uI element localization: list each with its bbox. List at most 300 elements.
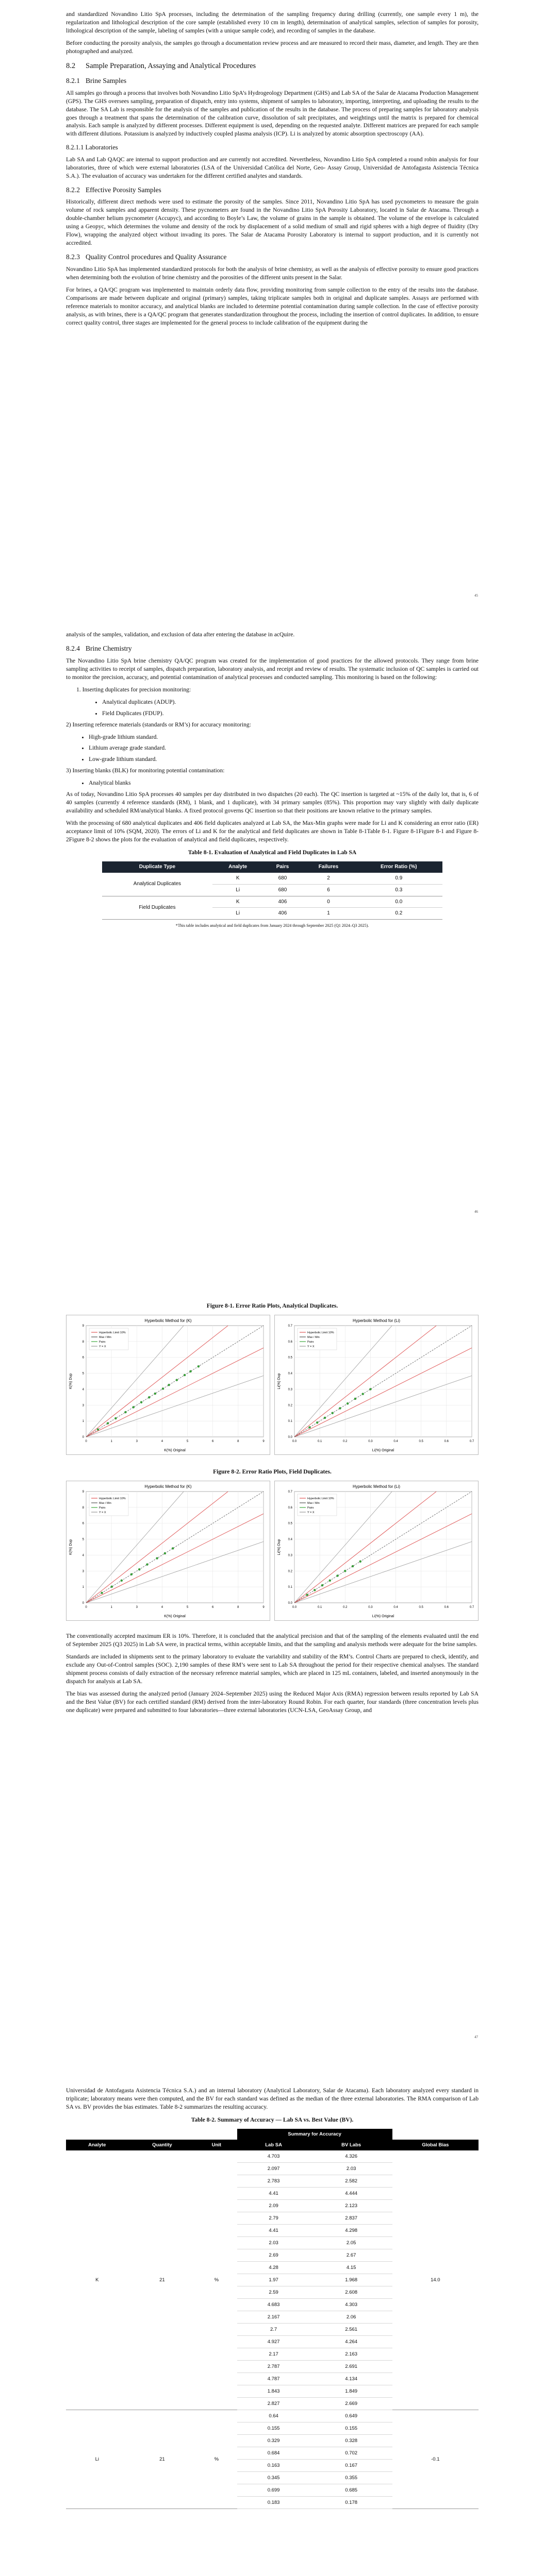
x-axis-label: K(%) Original (164, 1614, 186, 1618)
table-cell: 680 (263, 884, 302, 896)
table-cell: 0.3 (355, 884, 442, 896)
section-number: 8.2 (66, 61, 76, 70)
page-number: 46 (474, 1210, 478, 1214)
x-tick-label: 0.4 (393, 1439, 398, 1443)
page-content (66, 2087, 479, 2509)
bv-labs-cell: 4.298 (310, 2225, 392, 2237)
list-item: • Lithium average grade standard. (89, 744, 479, 752)
legend-label: Pairs (99, 1340, 106, 1344)
y-tick-label: 0.2 (288, 1570, 292, 1573)
x-tick-label: 5 (186, 1439, 189, 1443)
data-point (168, 1384, 170, 1386)
bv-labs-cell: 4.134 (310, 2373, 392, 2385)
x-tick-label: 1 (110, 1605, 112, 1609)
x-tick-label: 9 (262, 1439, 265, 1443)
bv-labs-cell: 2.608 (310, 2286, 392, 2299)
data-point (184, 1374, 186, 1376)
unit-cell: % (196, 2410, 237, 2509)
y-tick-label: 0.7 (288, 1324, 292, 1328)
section-number: 8.2.4 (66, 644, 80, 652)
data-point (362, 1393, 364, 1395)
table-header-row (66, 2140, 479, 2150)
lab-sa-cell: 2.787 (237, 2361, 310, 2373)
paragraph: For brines, a QA/QC program was implemented to maintain orderly data flow, providing monitoring from sample collection to the entry of the results into the database. Comparisons are made between duplicate and original (primary) samples, taking triplicate samples both in original and duplicate samples. Assays are performed with reference materials to monitor accuracy, and analytical blanks are included to determine potential contamination during sample collection. In the case of effective porosity analysis, as with brines, there is a QA/QC program that generates standardization throughout the process, including the insertion of control duplicates. In addition, to ensure correct quality control, three stages are implemented for the general process to include calibration of the equipment during the (66, 286, 479, 326)
bullet-list (66, 733, 479, 764)
bv-labs-cell: 2.05 (310, 2237, 392, 2249)
x-tick-label: 5 (186, 1605, 189, 1609)
data-point (111, 1586, 113, 1588)
figure-caption: Figure 8-1. Error Ratio Plots, Analytical Duplicates. (206, 1303, 338, 1309)
y-tick-label: 3 (82, 1404, 84, 1408)
accuracy-table (66, 2129, 479, 2509)
y-axis-label: K(%) Dup (69, 1539, 73, 1555)
lab-sa-cell: 4.41 (237, 2225, 310, 2237)
data-point (354, 1398, 356, 1400)
y-tick-label: 0.0 (288, 1435, 292, 1439)
y-tick-label: 0.7 (288, 1490, 292, 1494)
figure-caption: Figure 8-2. Error Ratio Plots, Field Duplicates. (213, 1468, 332, 1475)
page-content (66, 10, 479, 331)
bv-labs-cell: 2.582 (310, 2175, 392, 2188)
column-header: Analyte (212, 861, 263, 873)
x-tick-label: 0 (85, 1439, 87, 1443)
data-point (138, 1568, 140, 1570)
legend-label: Hyperbolic Limit 10% (307, 1331, 334, 1334)
column-header: Unit (196, 2140, 237, 2150)
lab-sa-cell: 0.329 (237, 2435, 310, 2447)
bv-labs-cell: 4.264 (310, 2336, 392, 2348)
lab-sa-cell: 2.7 (237, 2324, 310, 2336)
lab-sa-cell: 2.783 (237, 2175, 310, 2188)
section-title: Brine Chemistry (86, 644, 132, 652)
y-axis-label: Li(%) Dup (277, 1539, 281, 1555)
paragraph: Before conducting the porosity analysis, the samples go through a documentation review process and are measured to record their mass, diameter, and length. They are then photographed and analyzed. (66, 39, 479, 55)
bv-labs-cell: 2.163 (310, 2348, 392, 2361)
table-super-header (66, 2129, 479, 2140)
page-47 (0, 1236, 544, 2061)
x-axis-label: Li(%) Original (372, 1448, 394, 1452)
section-number: 8.2.1 (66, 76, 80, 84)
error-ratio-chart-field-li (274, 1481, 479, 1621)
data-point (140, 1401, 142, 1403)
section-heading (66, 252, 479, 262)
y-tick-label: 0.1 (288, 1585, 292, 1589)
y-tick-label: 0.6 (288, 1340, 292, 1344)
page-content (66, 631, 479, 928)
bv-labs-cell: 4.326 (310, 2150, 392, 2163)
legend (89, 1328, 128, 1350)
data-point (133, 1406, 135, 1408)
table-cell: 406 (263, 896, 302, 908)
quantity-cell: 21 (128, 2410, 196, 2509)
paragraph: Historically, different direct methods were used to estimate the porosity of the samples. Since 2011, Novandino Litio SpA has used pycnometers to measure the grain volume of rock samples and apparent density. These pycnometers are found in the Novandino Litio SpA Porosity Laboratory, located in Salar de Atacama. Through a double-chamber helium pycnometer (Accupyc), and according to Boyle’s Law, the volume of grains in the sample is obtained. The volume of the envelope is calculated using a Geopyc, which determines the volume and density of the rock by displacement of a solid medium of small and rigid spheres with a high degree of fluidity (Dry Flow), wrapping the analyzed object without invading its pores. The Salar de Atacama Porosity Laboratory is internal to support production, and it is currently not accredited. (66, 198, 479, 247)
table-cell: 0.0 (355, 896, 442, 908)
y-tick-label: 8 (82, 1506, 84, 1510)
table-cell: 0 (302, 896, 355, 908)
bv-labs-cell: 4.303 (310, 2299, 392, 2311)
y-tick-label: 9 (82, 1324, 84, 1328)
error-ratio-chart-field-k (66, 1481, 270, 1621)
table-row (66, 2410, 479, 2422)
bv-labs-cell: 0.355 (310, 2472, 392, 2484)
data-point (352, 1565, 354, 1567)
column-header: Analyte (66, 2140, 128, 2150)
paragraph: The bias was assessed during the analyzed period (January 2024–September 2025) using the Reduced Major Axis (RMA) regression between results reported by Lab SA and the Best Value (BV) for each certified standard (RM) derived from the inter-laboratory Round Robin. For each quarter, four standards (three concentration levels plus one duplicate) were prepared and submitted to four laboratories—three external laboratories (UCN-LSA, GeoAssay Group, and (66, 1690, 479, 1714)
x-tick-label: 9 (262, 1605, 265, 1609)
quantity-cell: 21 (128, 2150, 196, 2410)
data-point (190, 1370, 192, 1372)
page-number: 47 (474, 2035, 478, 2039)
bv-labs-cell: 0.178 (310, 2497, 392, 2509)
legend-label: Hyperbolic Limit 10% (99, 1331, 126, 1334)
table-caption: Table 8-2. Summary of Accuracy — Lab SA vs. Best Value (BV). (191, 2116, 354, 2123)
section-title: Effective Porosity Samples (86, 185, 161, 194)
column-group-header: Summary for Accuracy (237, 2129, 392, 2140)
lab-sa-cell: 2.097 (237, 2163, 310, 2175)
table-row (66, 2150, 479, 2163)
paragraph: The Novandino Litio SpA brine chemistry QA/QC program was created for the implementation of good practices for the allowed protocols. They range from brine sampling activities to receipt of samples, dispatch preparation, laboratory analysis, and receipt and review of results. The systematic inclusion of QC samples is carried out to monitor the precision, accuracy, and potential contamination of analytical processes and conducted sampling. This monitoring is based on the following: (66, 657, 479, 681)
analyte-cell: Li (66, 2410, 128, 2509)
legend-label: Pairs (99, 1506, 106, 1510)
x-tick-label: 0.0 (292, 1605, 297, 1609)
lab-sa-cell: 0.183 (237, 2497, 310, 2509)
column-header: Lab SA (237, 2140, 310, 2150)
y-tick-label: 9 (82, 1490, 84, 1494)
section-number: 8.2.2 (66, 185, 80, 194)
table-caption: Table 8-1. Evaluation of Analytical and Field Duplicates in Lab SA (188, 850, 357, 856)
data-point (339, 1407, 341, 1409)
column-header: BV Labs (310, 2140, 392, 2150)
analyte-cell: K (66, 2150, 128, 2410)
section-heading (66, 644, 479, 654)
section-title: Quality Control procedures and Quality Assurance (86, 253, 227, 261)
data-point (321, 1584, 323, 1586)
bv-labs-cell: 2.67 (310, 2249, 392, 2262)
list-item: • High-grade lithium standard. (89, 733, 479, 741)
y-tick-label: 8 (82, 1340, 84, 1344)
section-heading (66, 143, 479, 152)
x-axis-label: K(%) Original (164, 1448, 186, 1452)
list-item: • Analytical blanks (89, 779, 479, 787)
list-title: 1. Inserting duplicates for precision monitoring: (76, 686, 191, 693)
data-point (308, 1426, 310, 1428)
data-point (306, 1594, 308, 1596)
bv-labs-cell: 2.06 (310, 2311, 392, 2324)
data-point (369, 1388, 371, 1390)
y-tick-label: 6 (82, 1356, 84, 1360)
x-tick-label: 0.7 (469, 1439, 474, 1443)
column-header: Failures (302, 861, 355, 873)
bv-labs-cell: 0.685 (310, 2484, 392, 2497)
y-tick-label: 1 (82, 1420, 84, 1423)
data-point (164, 1552, 166, 1554)
paragraph: Lab SA and Lab QAQC are internal to support production and are currently not accredited. Nevertheless, Novandino Litio SpA completed a round robin analysis for four laboratories, three of which were external laboratories (LSA of the Universidad Católica del Norte, Geo- Assay Group, Universidad de Antofagasta Asistencia Técnica S.A.). The evaluation of accuracy was undertaken for the different certified analytes and standards. (66, 156, 479, 179)
section-title: Sample Preparation, Assaying and Analytical Procedures (86, 61, 256, 70)
legend-label: Y = X (99, 1345, 106, 1348)
table-cell: Analytical Duplicates (102, 873, 212, 896)
global-bias-cell: 14.0 (392, 2150, 479, 2410)
x-axis-label: Li(%) Original (372, 1614, 394, 1618)
lab-sa-cell: 4.703 (237, 2150, 310, 2163)
column-header: Error Ratio (%) (355, 861, 442, 873)
data-point (107, 1422, 109, 1424)
lab-sa-cell: 2.17 (237, 2348, 310, 2361)
lab-sa-cell: 1.843 (237, 2385, 310, 2398)
paragraph: As of today, Novandino Litio SpA processes 40 samples per day distributed in two dispatches (20 each). The QC insertion is targeted at ~15% of the daily lot, that is, 6 of 40 samples (currently 4 reference standards (RM), 1 blank, and 1 duplicate), with 34 primary samples (85%). This proportion may vary slightly with daily duplicate availability and scheduled RM/analytical blanks. A fixed protocol governs QC insertion so that their positions are known relative to the primary samples. (66, 791, 479, 815)
data-point (359, 1560, 361, 1562)
figure-row (66, 1481, 479, 1621)
paragraph: analysis of the samples, validation, and exclusion of data after entering the database in acQuire. (66, 631, 295, 638)
figure-row (66, 1315, 479, 1455)
y-tick-label: 5 (82, 1538, 84, 1541)
y-tick-label: 0.6 (288, 1506, 292, 1510)
bv-labs-cell: 2.691 (310, 2361, 392, 2373)
column-header: Global Bias (392, 2140, 479, 2150)
page-content (66, 1297, 479, 1719)
table-cell: 6 (302, 884, 355, 896)
x-tick-label: 4 (161, 1605, 163, 1609)
data-point (124, 1411, 126, 1413)
data-point (316, 1421, 318, 1423)
x-tick-label: 0.2 (343, 1605, 348, 1609)
global-bias-cell: -0.1 (392, 2410, 479, 2509)
x-tick-label: 8 (237, 1439, 239, 1443)
table-cell: 0.2 (355, 908, 442, 920)
x-tick-label: 6 (212, 1439, 214, 1443)
table-header-row (102, 861, 442, 873)
y-tick-label: 4 (82, 1388, 84, 1392)
table-cell: Li (212, 908, 263, 920)
x-tick-label: 0.6 (444, 1439, 449, 1443)
chart-title: Hyperbolic Method for (Li) (352, 1484, 401, 1489)
section-title: Brine Samples (86, 76, 127, 84)
page-number: 45 (474, 594, 478, 598)
data-point (162, 1387, 164, 1389)
duplicates-table (102, 861, 442, 920)
table-cell: 1 (302, 908, 355, 920)
bv-labs-cell: 4.15 (310, 2262, 392, 2274)
x-tick-label: 6 (212, 1605, 214, 1609)
legend (89, 1494, 128, 1516)
legend-label: Y = X (99, 1511, 106, 1514)
y-tick-label: 0.5 (288, 1356, 292, 1360)
x-tick-label: 0.5 (419, 1605, 423, 1609)
column-header: Duplicate Type (102, 861, 212, 873)
lab-sa-cell: 2.167 (237, 2311, 310, 2324)
x-tick-label: 1 (110, 1439, 112, 1443)
x-tick-label: 0.0 (292, 1439, 297, 1443)
x-tick-label: 3 (136, 1605, 138, 1609)
section-heading (66, 76, 479, 86)
y-axis-label: K(%) Dup (69, 1373, 73, 1389)
lab-sa-cell: 0.345 (237, 2472, 310, 2484)
legend-label: Max / Min (99, 1501, 111, 1505)
lab-sa-cell: 2.03 (237, 2237, 310, 2249)
data-point (146, 1563, 148, 1565)
lab-sa-cell: 4.683 (237, 2299, 310, 2311)
legend-label: Y = X (307, 1345, 315, 1348)
x-tick-label: 0.3 (368, 1605, 373, 1609)
section-number: 8.2.3 (66, 253, 80, 261)
list-item: • Analytical duplicates (ADUP). (102, 698, 479, 706)
page-45 (0, 0, 544, 618)
data-point (176, 1379, 178, 1381)
lab-sa-cell: 2.09 (237, 2200, 310, 2212)
paragraph: Novandino Litio SpA has implemented standardized protocols for both the analysis of brine chemistry, as well as the analysis of effective porosity to ensure good practices when determining both the evolution of brine chemistry and the porosities of the different units present in the Salar. (66, 265, 479, 281)
lab-sa-cell: 0.64 (237, 2410, 310, 2422)
y-tick-label: 3 (82, 1570, 84, 1573)
y-tick-label: 0.2 (288, 1404, 292, 1408)
y-tick-label: 0.5 (288, 1522, 292, 1526)
page-46 (0, 618, 544, 1236)
x-tick-label: 8 (237, 1605, 239, 1609)
lab-sa-cell: 2.827 (237, 2398, 310, 2410)
data-point (156, 1557, 158, 1559)
paragraph: All samples go through a process that involves both Novandino Litio SpA’s Hydrogeology Department (GHS) and Lab SA of the Salar de Atacama Production Management (GPS). The GHS oversees sampling, preparation of dispatch, entry into systems, shipment of samples to laboratory, importing, interpreting, and uploading the results to the database. The SA Lab is responsible for the analysis of the samples and publication of the results in the database. The process of preparing samples for laboratory analysis goes through a treatment that spans the determination of the calibration curve, dissolution of salt precipitates, and weightings until the matrix is prepared for chemical analysis. Each sample is analyzed by different processes. Different equipment is used, depending on the requested analyte. Different matrices are prepared for each sample with different dilutions. Potassium is analyzed by inductively coupled plasma analysis (ICP). Li is analyzed by atomic absorption spectroscopy (AA). (66, 89, 479, 138)
data-point (130, 1573, 133, 1575)
section-heading (66, 61, 479, 71)
lab-sa-cell: 0.699 (237, 2484, 310, 2497)
y-tick-label: 0.3 (288, 1554, 292, 1557)
lab-sa-cell: 0.163 (237, 2460, 310, 2472)
legend-label: Max / Min (307, 1335, 320, 1339)
legend-label: Pairs (307, 1340, 314, 1344)
bv-labs-cell: 0.155 (310, 2422, 392, 2435)
column-header: Quantity (128, 2140, 196, 2150)
y-tick-label: 0.4 (288, 1538, 292, 1541)
bv-labs-cell: 2.123 (310, 2200, 392, 2212)
bv-labs-cell: 4.444 (310, 2188, 392, 2200)
table-note: *This table includes analytical and field duplicates from January 2024 through September 2025 (Q1 2024–Q3 2025). (175, 923, 369, 928)
legend-label: Max / Min (99, 1335, 111, 1339)
list-title: 2) Inserting reference materials (standards or RM’s) for accuracy monitoring: (66, 721, 251, 728)
legend-label: Max / Min (307, 1501, 320, 1505)
data-point (114, 1417, 117, 1419)
data-point (154, 1393, 156, 1395)
table-row (102, 896, 442, 908)
table-row (102, 873, 442, 884)
legend (298, 1328, 337, 1350)
chart-title: Hyperbolic Method for (Li) (352, 1318, 401, 1323)
x-tick-label: 0.1 (317, 1605, 322, 1609)
data-point (347, 1402, 349, 1404)
x-tick-label: 0.7 (469, 1605, 474, 1609)
x-tick-label: 3 (136, 1439, 138, 1443)
lab-sa-cell: 0.684 (237, 2447, 310, 2460)
bv-labs-cell: 0.649 (310, 2410, 392, 2422)
x-tick-label: 4 (161, 1439, 163, 1443)
x-tick-label: 0.4 (393, 1605, 398, 1609)
data-point (324, 1417, 326, 1419)
table-cell: K (212, 896, 263, 908)
section-number: 8.2.1.1 (66, 144, 84, 151)
section-heading (66, 185, 479, 195)
y-tick-label: 0.3 (288, 1388, 292, 1392)
paragraph: With the processing of 680 analytical duplicates and 406 field duplicates analyzed at Lab SA, the Max-Min graphs were made for Li and K considering an error ratio (ER) acceptance limit of 10% (SQM, 2020). The errors of Li and K for the analytical and field duplicates are shown in Table 8-1Table 8-1. Figure 8-1Figure 8-1 and Figure 8-2Figure 8-2 shows the plots for the evaluation of analytical and field duplicates, respectively. (66, 820, 479, 843)
lab-sa-cell: 2.69 (237, 2249, 310, 2262)
x-tick-label: 0.6 (444, 1605, 449, 1609)
table-cell: Li (212, 884, 263, 896)
data-point (337, 1574, 339, 1577)
y-tick-label: 1 (82, 1585, 84, 1589)
bullet-list (66, 698, 479, 718)
y-axis-label: Li(%) Dup (277, 1373, 281, 1389)
lab-sa-cell: 4.787 (237, 2373, 310, 2385)
y-tick-label: 0 (82, 1601, 84, 1605)
x-tick-label: 0.3 (368, 1439, 373, 1443)
bullet-list (66, 779, 479, 787)
bv-labs-cell: 2.837 (310, 2212, 392, 2225)
data-point (97, 1428, 99, 1430)
table-cell: 406 (263, 908, 302, 920)
y-tick-label: 4 (82, 1554, 84, 1557)
y-tick-label: 0.0 (288, 1601, 292, 1605)
bv-labs-cell: 1.968 (310, 2274, 392, 2286)
y-tick-label: 6 (82, 1522, 84, 1526)
table-cell: 2 (302, 873, 355, 884)
list-item: • Low-grade lithium standard. (89, 755, 479, 764)
data-point (172, 1547, 174, 1549)
data-point (329, 1580, 331, 1582)
paragraph: and standardized Novandino Litio SpA processes, including the determination of the sampling frequency during drilling (currently, one sample every 1 m), the regularization and lithological description of the core sample (established every 10 cm in length), determination of analytical samples, selection of samples for porosity, lithological description of the sample, labeling of samples (with a unique sample code), and recording of samples in the database. (66, 11, 479, 34)
data-point (148, 1396, 150, 1398)
lab-sa-cell: 2.59 (237, 2286, 310, 2299)
data-point (314, 1589, 316, 1591)
table-cell: 680 (263, 873, 302, 884)
bv-labs-cell: 1.849 (310, 2385, 392, 2398)
y-tick-label: 0 (82, 1435, 84, 1439)
bv-labs-cell: 0.702 (310, 2447, 392, 2460)
x-tick-label: 0.1 (317, 1439, 322, 1443)
table-cell: Field Duplicates (102, 896, 212, 920)
paragraph: Standards are included in shipments sent to the primary laboratory to evaluate the variability and stability of the RM’s. Control Charts are prepared to check, identify, and exclude any Out-of-Control samples (SOC). 2,190 samples of these RM’s were sent to Lab SA throughout the period for their respective chemical analyses. The standard shipment process consists of daily extraction of the necessary reference material samples, which are placed in 125 mL containers, labeled, and inserted anonymously in the dispatch for analysis at Lab SA. (66, 1653, 479, 1685)
unit-cell: % (196, 2150, 237, 2410)
table-cell: 0.9 (355, 873, 442, 884)
data-point (197, 1365, 200, 1367)
bv-labs-cell: 0.167 (310, 2460, 392, 2472)
legend (298, 1494, 337, 1516)
y-tick-label: 5 (82, 1372, 84, 1376)
paragraph: The conventionally accepted maximum ER is 10%. Therefore, it is concluded that the analytical precision and that of the sampling of the elements evaluated until the end of September 2025 (Q3 2025) in Lab SA were, in practical terms, within acceptable limits, and that the sampling and analysis methods were adequate for the brine samples. (66, 1632, 479, 1648)
list-title: 3) Inserting blanks (BLK) for monitoring potential contamination: (66, 767, 225, 774)
legend-label: Hyperbolic Limit 10% (307, 1497, 334, 1500)
section-title: Laboratories (85, 144, 118, 151)
x-tick-label: 0.5 (419, 1439, 423, 1443)
lab-sa-cell: 1.97 (237, 2274, 310, 2286)
legend-label: Pairs (307, 1506, 314, 1510)
error-ratio-chart-analytical-k (66, 1315, 270, 1455)
lab-sa-cell: 4.28 (237, 2262, 310, 2274)
bv-labs-cell: 2.669 (310, 2398, 392, 2410)
lab-sa-cell: 4.41 (237, 2188, 310, 2200)
legend-label: Hyperbolic Limit 10% (99, 1497, 126, 1500)
table-cell: K (212, 873, 263, 884)
legend-label: Y = X (307, 1511, 315, 1514)
lab-sa-cell: 2.79 (237, 2212, 310, 2225)
bv-labs-cell: 0.328 (310, 2435, 392, 2447)
y-tick-label: 0.1 (288, 1420, 292, 1423)
page-48 (0, 2061, 544, 2576)
lab-sa-cell: 4.927 (237, 2336, 310, 2348)
data-point (332, 1412, 334, 1414)
accuracy-table-body (66, 2150, 479, 2509)
data-point (344, 1570, 346, 1572)
column-header: Pairs (263, 861, 302, 873)
bv-labs-cell: 2.03 (310, 2163, 392, 2175)
bv-labs-cell: 2.561 (310, 2324, 392, 2336)
error-ratio-chart-analytical-li (274, 1315, 479, 1455)
x-tick-label: 0 (85, 1605, 87, 1609)
